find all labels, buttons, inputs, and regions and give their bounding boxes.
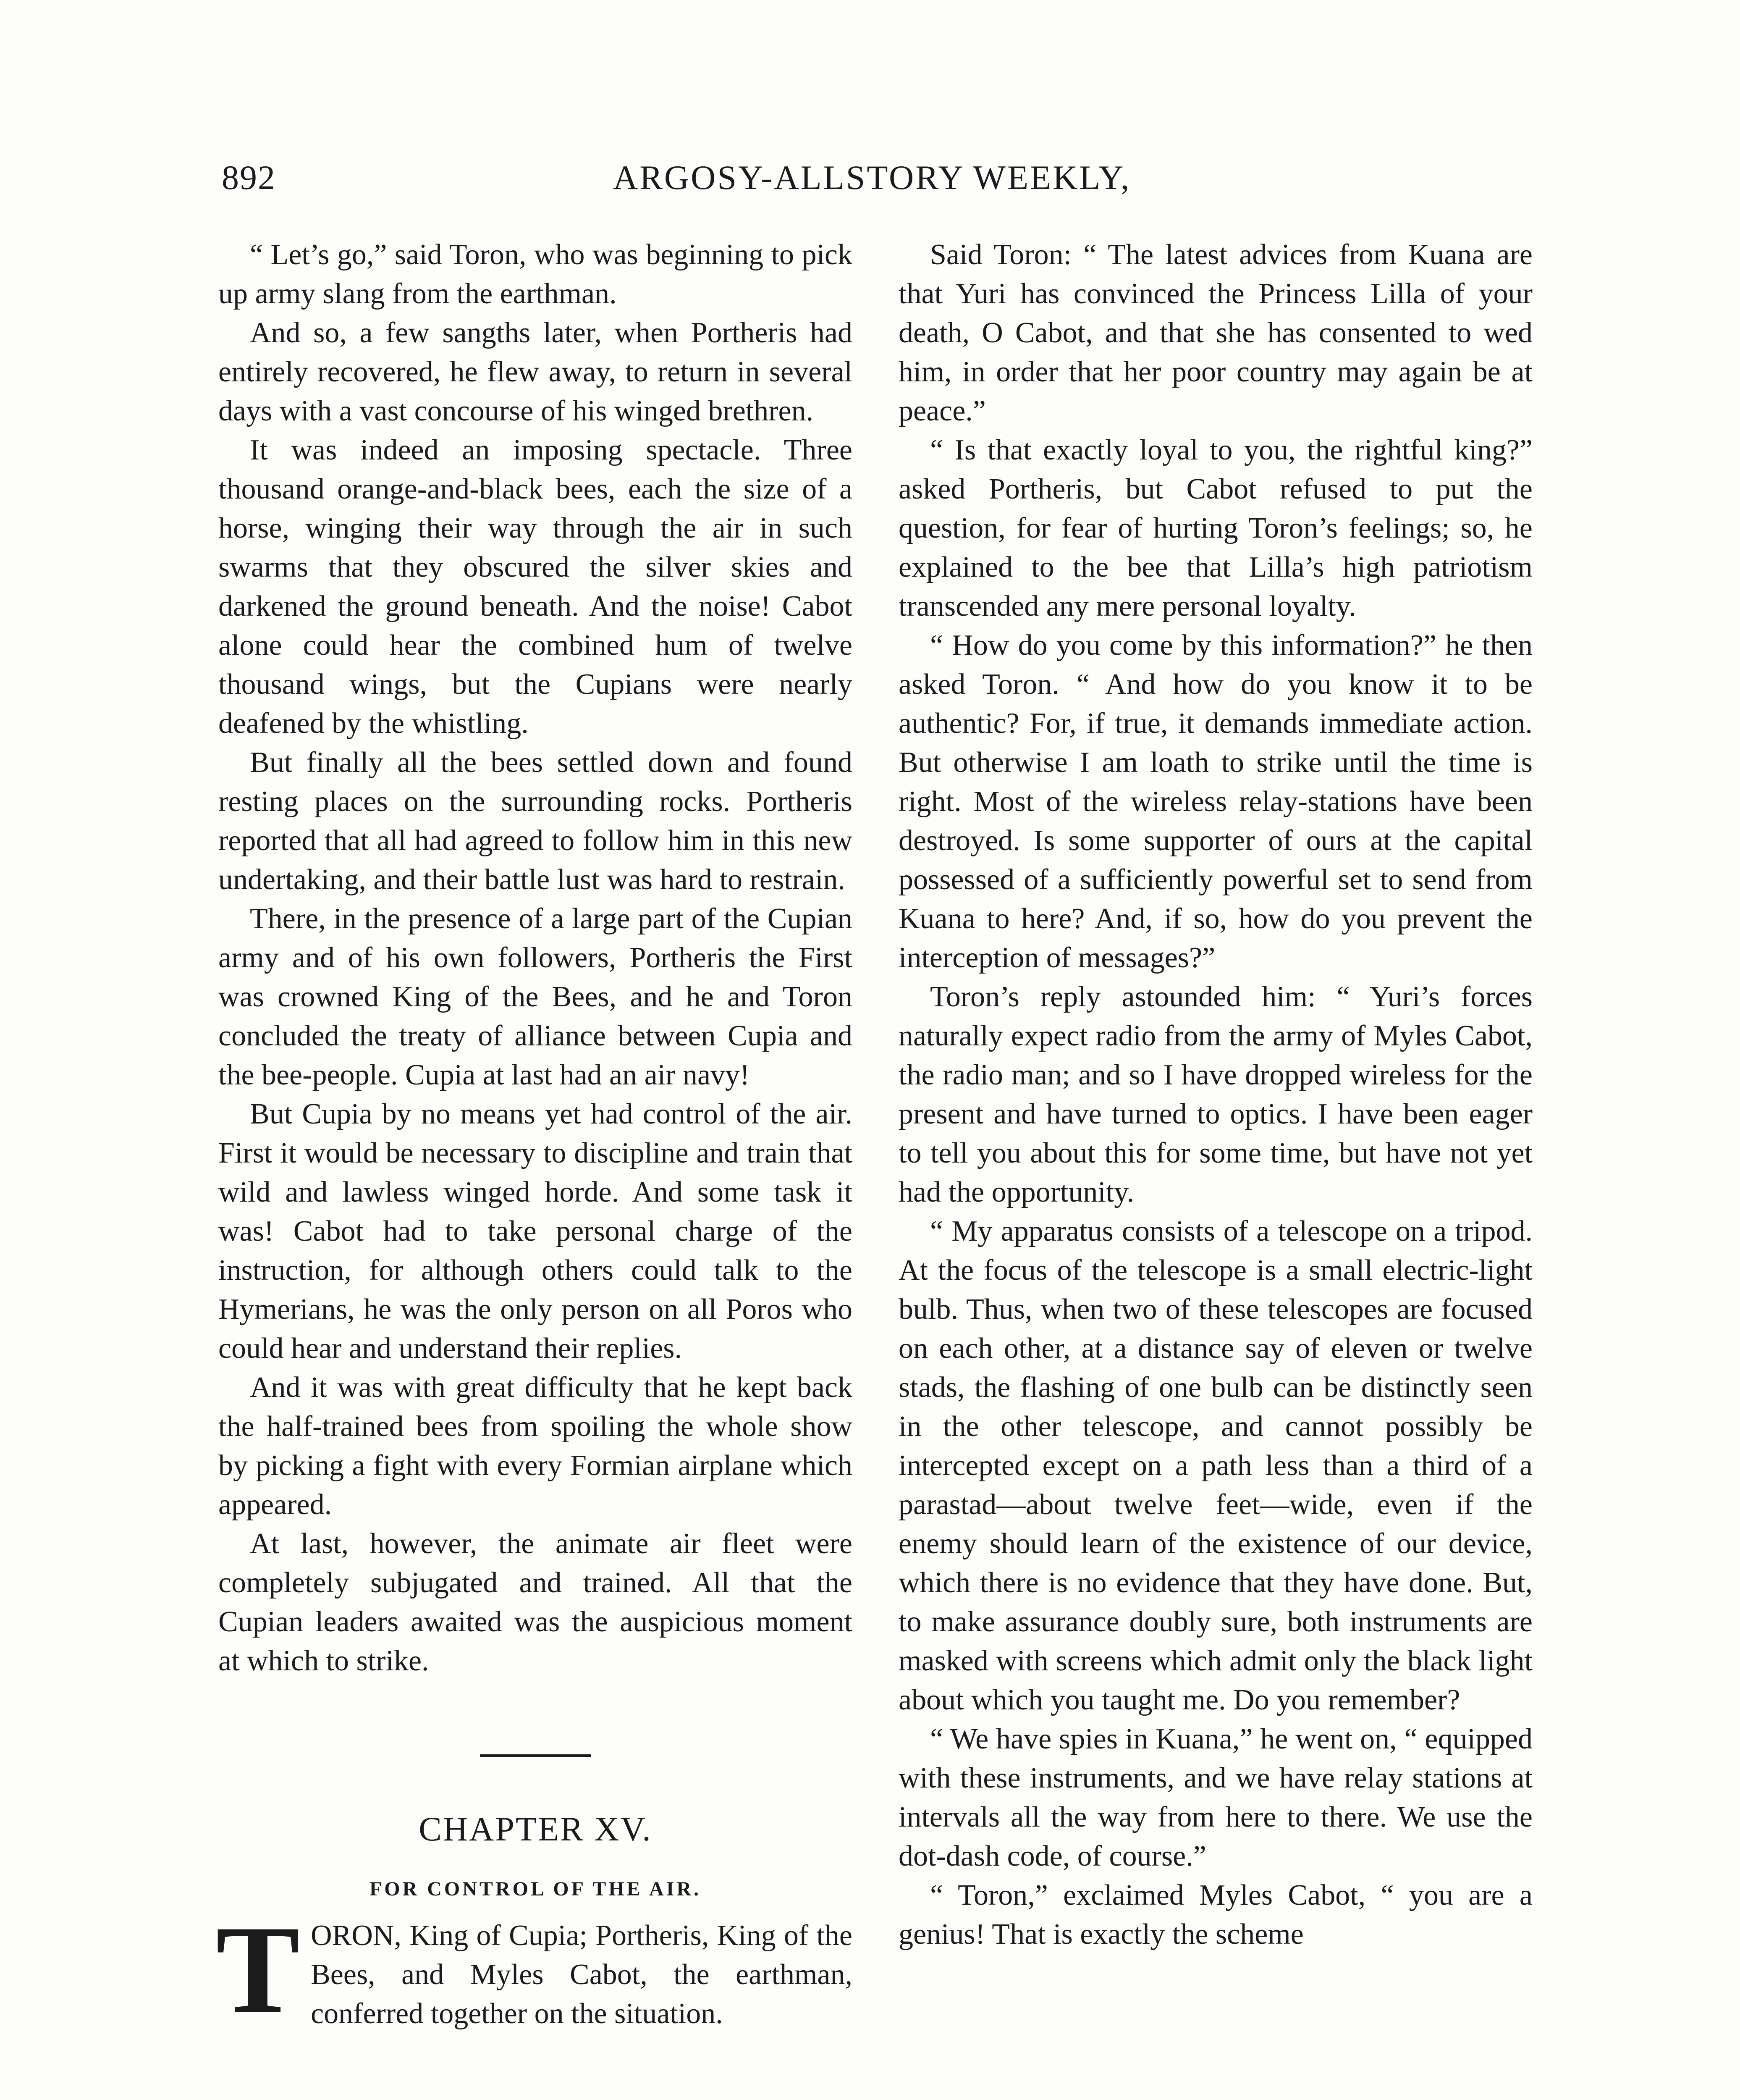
paragraph: “ Let’s go,” said Toron, who was beginning to pick up army slang from the earthman.: [218, 239, 852, 310]
paragraph: It was indeed an imposing spectacle. Three thousand orange-and-black bees, each the size of a horse, winging their way through the air in such swarms that they obscured the silver skies and darkened the ground beneath. And the noise! Cabot alone could hear the combined hum of twelve thousand wings, but the Cupians were nearly deafened by the whistling.: [218, 434, 852, 740]
paragraph: There, in the presence of a large part of the Cupian army and of his own followers, Portheris the First was crowned King of the Bees, and he and Toron concluded the treaty of alliance between Cupia and the bee-people. Cupia at last had an air navy!: [218, 903, 852, 1091]
chapter-subtitle: FOR CONTROL OF THE AIR.: [369, 1878, 702, 1900]
paragraph: Toron’s reply astounded him: “ Yuri’s forces naturally expect radio from the army of Myles Cabot, the radio man; and so I have dropped wireless for the present and have turned to optics. I have been eager to tell you about this for some time, but have not yet had the opportunity.: [899, 981, 1533, 1208]
left-column: [216, 235, 852, 2039]
right-column: [899, 235, 1533, 1954]
paragraph: And so, a few sangths later, when Portheris had entirely recovered, he flew away, to return in several days with a vast concourse of his winged brethren.: [218, 317, 852, 427]
page-number: 892: [222, 158, 276, 197]
paragraph: And it was with great difficulty that he kept back the half-trained bees from spoiling the whole show by picking a fight with every Formian airplane which appeared.: [218, 1371, 852, 1521]
paragraph: “ My apparatus consists of a telescope on a tripod. At the focus of the telescope is a small electric-light bulb. Thus, when two of these telescopes are focused on each other, at a distance say of eleven or twelve stads, the flashing of one bulb can be distinctly seen in the other telescope, and cannot possibly be intercepted except on a path less than a third of a parastad—about twelve feet—wide, even if the enemy should learn of the existence of our device, which there is no evidence that they have done. But, to make assurance doubly sure, both instruments are masked with screens which admit only the black light about which you taught me. Do you remember?: [899, 1215, 1533, 1716]
drop-cap: T: [216, 1900, 300, 2039]
paragraph: At last, however, the animate air fleet were completely subjugated and trained. All that the Cupian leaders awaited was the auspicious moment at which to strike.: [218, 1528, 852, 1677]
chapter-opening-paragraph: [216, 1900, 852, 2039]
paragraph: “ Toron,” exclaimed Myles Cabot, “ you are a genius! That is exactly the scheme: [899, 1879, 1533, 1950]
paragraph: Said Toron: “ The latest advices from Kuana are that Yuri has convinced the Princess Lilla of your death, O Cabot, and that she has consented to wed him, in order that her poor country may again be at peace.”: [899, 239, 1533, 427]
paragraph: “ We have spies in Kuana,” he went on, “ equipped with these instruments, and we have relay stations at intervals all the way from here to there. We use the dot-dash code, of course.”: [899, 1723, 1533, 1872]
paragraph: “ How do you come by this information?” he then asked Toron. “ And how do you know it to be authentic? For, if true, it demands immediate action. But otherwise I am loath to strike until the time is right. Most of the wireless relay-stations have been destroyed. Is some supporter of ours at the capital possessed of a sufficiently powerful set to send from Kuana to here? And, if so, how do you prevent the interception of messages?”: [899, 629, 1533, 974]
running-head: ARGOSY-ALLSTORY WEEKLY,: [613, 158, 1131, 197]
opening-text: ORON, King of Cupia; Portheris, King of the Bees, and Myles Cabot, the earthman, conferred together on the situation.: [311, 1919, 852, 2030]
paragraph: “ Is that exactly loyal to you, the rightful king?” asked Portheris, but Cabot refused to put the question, for fear of hurting Toron’s feelings; so, he explained to the bee that Lilla’s high patriotism transcended any mere personal loyalty.: [899, 434, 1533, 622]
paragraph: But finally all the bees settled down and found resting places on the surrounding rocks. Portheris reported that all had agreed to follow him in this new undertaking, and their battle lust was hard to restrain.: [218, 746, 852, 896]
chapter-title: CHAPTER XV.: [419, 1810, 652, 1848]
paragraph: But Cupia by no means yet had control of the air. First it would be necessary to discipline and train that wild and lawless winged horde. And some task it was! Cabot had to take personal charge of the instruction, for although others could talk to the Hymerians, he was the only person on all Poros who could hear and understand their replies.: [218, 1098, 852, 1365]
section-divider: [480, 1754, 591, 1757]
